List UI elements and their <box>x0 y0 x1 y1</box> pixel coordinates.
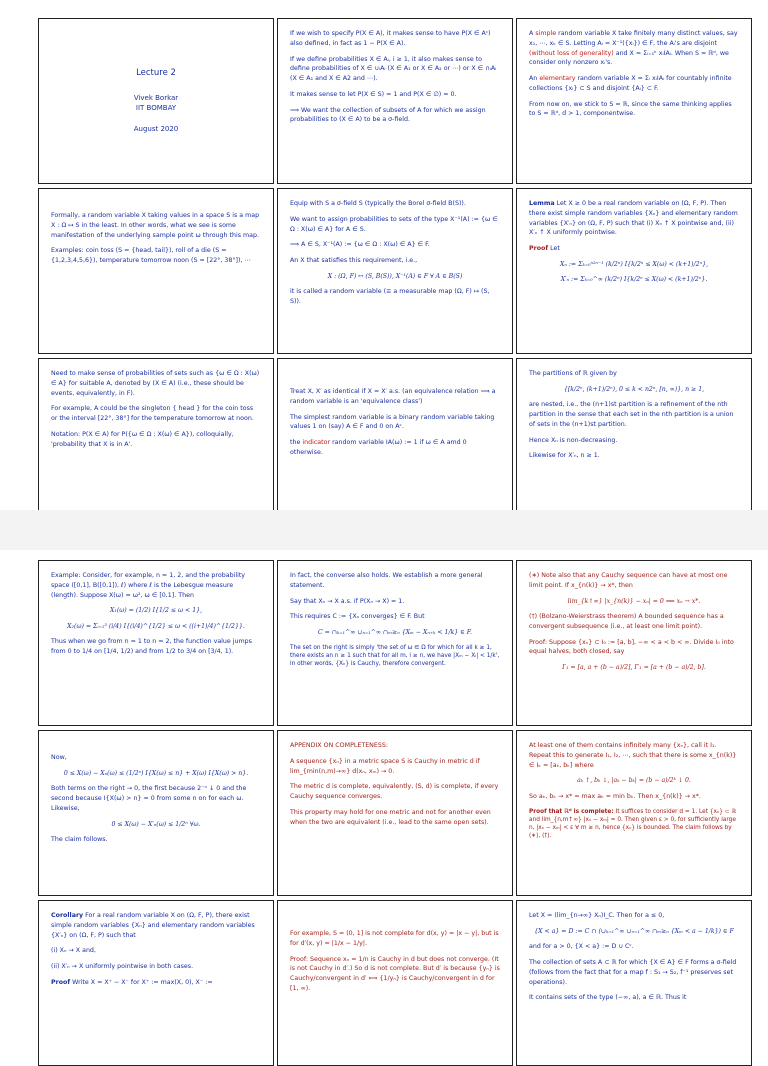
text: Equip with S a σ-field S (typically the Borel σ-field B(S)). <box>290 200 466 207</box>
slide-now <box>38 730 274 896</box>
slide-appendix <box>277 730 513 896</box>
slide-cauchy-limit <box>516 560 752 726</box>
text: This property may hold for one metric and not for another even when the two are equivalent (i.e., lead to the same open sets). <box>290 808 491 826</box>
text: An X that satisfies this requirement, i.e., <box>290 257 418 264</box>
text: (∗) Note also that any Cauchy sequence can have at most one limit point. If x_{n(k)} → x*, then <box>529 572 728 589</box>
text: Both terms on the right → 0, the first because 2⁻ⁿ ↓ 0 and the second because I{X(ω) > n} = 0 from some n on for each ω. Likewise, <box>51 785 247 812</box>
text: We want to assign probabilities to sets of the type X⁻¹(A) := {ω ∈ Ω : X(ω) ∈ A} for A ∈ S. <box>290 215 498 233</box>
text <box>51 978 261 988</box>
text: Treat X, X′ as identical if X = X′ a.s. (an equivalence relation ⟹ a random variable is an 'equivalence class') <box>290 388 496 405</box>
text: It makes sense to let P(X ∈ S) = 1 and P(X ∈ ∅) = 0. <box>290 90 457 98</box>
text: An <box>529 75 540 82</box>
author-name: Vivek Borkar <box>133 93 179 102</box>
formula: {[k/2ⁿ, (k+1)/2ⁿ), 0 ≤ k < n2ⁿ, [n, ∞)}, n ≥ 1, <box>563 385 705 393</box>
text: It suffices to consider d = 1. Let {xₙ} ⊂ ℝ and lim_{n,m↑∞} |xₙ − xₘ| = 0. Then given ε > 0, for sufficiently large n, |xₙ − xₘ| < ε ∀ m ≥ n, hence {xₙ} is bounded. The claim follows by (∗), (†). <box>529 808 737 839</box>
text: Thus when we go from n = 1 to n = 2, the function value jumps from 0 to 1/4 on [1/4, 1/2) and from 1/2 to 3/4 on [3/4, 1). <box>51 638 252 656</box>
text: Notation: P(X ∈ A) for P({ω ∈ Ω : X(ω) ∈ A}), colloquially, 'probability that X is in A'. <box>51 430 234 448</box>
lecture-title: Lecture 2 <box>136 68 176 79</box>
page-gap <box>0 510 768 550</box>
text: A <box>529 30 536 37</box>
text: At least one of them contains infinitely many {xₙ}, call it I₁. Repeat this to generate I₁, I₂, ⋯, such that there is some x_{n(k)} ∈ Iₖ = [aₖ, bₖ] where <box>529 742 737 769</box>
text: (i) Xₙ → X and, <box>51 947 96 955</box>
text: For example, A could be the singleton { head } for the coin toss or the interval [22°, 38°] for the temperature tomorrow at noon. <box>51 405 254 422</box>
text: This requires C := {Xₙ converges} ∈ F. But <box>290 613 425 621</box>
slide-bolzano-proof <box>516 730 752 896</box>
text: are nested, i.e., the (n+1)st partition is a refinement of the nth partition in the sense that each set in the nth partition is a union of sets in the (n+1)st partition. <box>529 401 734 428</box>
slide-measurable-map <box>277 188 513 354</box>
proof-label: Proof <box>529 245 549 252</box>
text: it is called a random variable (≡ a measurable map (Ω, F) ↦ (S, S)). <box>290 288 490 306</box>
text <box>529 74 739 94</box>
slide-random-variable-definition <box>38 188 274 354</box>
formula: X₂(ω) = Σᵢ₌₁³ (i/4) I{(i/4)^{1/2} ≤ ω < ((i+1)/4)^{1/2}}. <box>67 622 245 630</box>
corollary-label: Corollary <box>51 912 84 919</box>
formula: 0 ≤ X(ω) − X′ₙ(ω) ≤ 1/2ⁿ ∀ω. <box>111 820 201 828</box>
highlight-term: indicator <box>302 439 331 446</box>
slide-corollary <box>38 900 274 1066</box>
text: The metric d is complete, equivalently, (S, d) is complete, if every Cauchy sequence converges. <box>290 783 499 800</box>
text <box>290 438 500 458</box>
text: The partitions of ℝ given by <box>529 370 617 377</box>
slide-limit-measurable <box>516 900 752 1066</box>
slide-example <box>38 560 274 726</box>
slide-events <box>38 358 274 524</box>
text: From now on, we stick to S = ℝ, since the same thinking applies to S = ℝᵈ, d > 1, componentwise. <box>529 100 732 118</box>
formula: lim_{k↑∞} |x_{n(k)} − xₙ| = 0 ⟹ xₙ → x*. <box>567 597 701 605</box>
formula: C = ∩ₖ₌₁^∞ ∪ₙ₌₁^∞ ∩ₘ≥ₙ {Xₘ − Xₙ₊ₖ < 1/k} ∈ F. <box>317 629 473 636</box>
text: So aₖ, bₖ → x* = max aₖ = min bₖ. Then x_{n(k)} → x*. <box>529 792 701 800</box>
slide-sigma-field-motivation <box>277 18 513 184</box>
text: Let X = (lim_{n→∞} Xₙ)I_C. Then for a ≤ 0, <box>529 912 665 919</box>
text: For example, S = (0, 1] is not complete for d(x, y) = |x − y|, but is for d′(x, y) = |1/x − 1/y|. <box>290 930 499 947</box>
text: Let <box>548 245 560 252</box>
highlight-term: simple <box>535 30 557 37</box>
formula: X : (Ω, F) ↦ (S, B(S)), X⁻¹(A) ∈ F ∀ A ∈ B(S) <box>327 272 463 280</box>
text <box>51 911 261 940</box>
formula: 0 ≤ X(ω) − Xₙ(ω) ≤ (1/2ⁿ) I{X(ω) ≤ n} + X(ω) I{X(ω) > n}. <box>63 769 249 777</box>
slide-title <box>38 18 274 184</box>
text: Say that Xₙ → X a.s. if P(Xₙ → X) = 1. <box>290 597 405 605</box>
formula: X₁(ω) = (1/2) I{1/2 ≤ ω < 1}, <box>109 607 203 615</box>
text: (†) (Bolzano-Weierstrass theorem) A bounded sequence has a convergent subsequence (i.e., at least one limit point). <box>529 613 724 630</box>
text: A sequence {xₙ} in a metric space S is Cauchy in metric d if lim_{min(n,m)→∞} d(xₙ, xₘ) → 0. <box>290 757 480 775</box>
formula: X′ₙ := Σₖ₌₀^∞ (k/2ⁿ) I{k/2ⁿ ≤ X(ω) < (k+1)/2ⁿ}. <box>560 276 708 284</box>
text: The set on the right is simply 'the set of ω ∈ Ω for which for all k ≥ 1, there exists an n ≥ 1 such that for all m, i ≥ n, we have |Xₘ − Xᵢ| < 1/k', in other words, {Xₙ} is Cauchy, therefore convergent. <box>290 644 500 667</box>
author-block <box>134 93 178 114</box>
text: Hence Xₙ is non-decreasing. <box>529 436 618 444</box>
slide-lemma <box>516 188 752 354</box>
text: Proof: Sequence xₙ = 1/n is Cauchy in d but does not converge. (It is not Cauchy in d′.) So d is not complete. But d′ is because {yₙ} is Cauchy/convergent in d′ ⟺ {1/yₙ} is Cauchy/convergent in d for [1, ∞). <box>290 955 500 992</box>
highlight-note: (without loss of generality) <box>529 49 614 57</box>
slide-partitions <box>516 358 752 524</box>
text: If we wish to specify P(X ∈ A), it makes sense to have P(X ∈ Aᶜ) also defined, in fact as 1 − P(X ∈ A). <box>290 30 491 47</box>
text: ⟹ We want the collection of subsets of A for which we assign probabilities to (X ∈ A) to be a σ-field. <box>290 106 486 124</box>
text: If we define probabilities X ∈ Aᵢ, i ≥ 1, it also makes sense to define probabilities of X ∈ ∪ᵢAᵢ (X ∈ A₁ or X ∈ A₂ or ⋯) or X ∈ ∩ᵢAᵢ (X ∈ A₁ and X ∈ A2 and ⋯). <box>290 55 497 82</box>
text: the <box>290 439 303 446</box>
formula: I′₁ = [a, a + (b − a)/2], I″₁ = [a + (b − a)/2, b]. <box>562 664 706 672</box>
text: Formally, a random variable X taking values in a space S is a map X : Ω ↦ S in the least. In other words, what we see is some manifestation of the underlying sample point ω through this map. <box>51 212 260 239</box>
text: random variable X take finitely many distinct values, say x₁, ⋯, xₖ ∈ S. Letting Aᵢ = X⁻¹({xᵢ}) ∈ F, the Aᵢ's are disjoint <box>529 30 738 47</box>
text: Now, <box>51 754 67 761</box>
text: ⟹ A ∈ S, X⁻¹(A) := {ω ∈ Ω : X(ω) ∈ A} ∈ F. <box>290 241 430 249</box>
text: Proof: Suppose {xₙ} ⊂ I₀ := [a, b], −∞ < a < b < ∞. Divide I₀ into equal halves, both closed, say <box>529 638 734 656</box>
lemma-label: Lemma <box>529 200 555 207</box>
text: Example: Consider, for example, n = 1, 2, and the probability space ([0,1], B([0,1]), ℓ) where ℓ is the Lebesgue measure (length). Suppose X(ω) = ω², ω ∈ [0,1]. Then <box>51 572 246 599</box>
proof-label: Proof that ℝᵈ is complete: <box>529 808 614 815</box>
slide-converse <box>277 560 513 726</box>
appendix-heading: APPENDIX ON COMPLETENESS: <box>290 742 388 749</box>
sheet-2 <box>0 550 768 1060</box>
text: The simplest random variable is a binary random variable taking values 1 on (say) A ∈ F and 0 on Aᶜ. <box>290 413 495 431</box>
slide-indicator <box>277 358 513 524</box>
text: The collection of sets A ⊂ ℝ for which {X ∈ A} ∈ F forms a σ-field (follows from the fact that for a map f : S₁ → S₂, f⁻¹ preserves set operations). <box>529 959 737 986</box>
text: It contains sets of the type (−∞, a), a ∈ ℝ. Thus it <box>529 994 687 1002</box>
lecture-date: August 2020 <box>133 124 179 133</box>
text: and for a > 0, {X < a} := D ∪ Cᶜ. <box>529 943 634 951</box>
text: Need to make sense of probabilities of sets such as {ω ∈ Ω : X(ω) ∈ A} for suitable A, denoted by (X ∈ A) (i.e., these should be events, equivalently, in F). <box>51 370 260 397</box>
text: random variable X = Σᵢ xᵢIAᵢ for countably infinite collections {xᵢ} ⊂ S and disjoint {Aᵢ} ⊂ F. <box>529 75 732 92</box>
formula: Xₙ := Σₖ₌₀ⁿ²ⁿ⁻¹ (k/2ⁿ) I{k/2ⁿ ≤ X(ω) < (k+1)/2ⁿ}, <box>559 260 709 268</box>
text: Examples: coin toss (S = {head, tail}), roll of a die (S = {1,2,3,4,5,6}), temperature tomorrow noon (S = [22°, 38°]), ⋯ <box>51 247 251 264</box>
text: In fact, the converse also holds. We establish a more general statement. <box>290 572 483 589</box>
sheet-1 <box>0 0 768 510</box>
text <box>529 244 739 254</box>
text <box>529 808 739 840</box>
highlight-term: elementary <box>539 75 576 82</box>
text: random variable IA(ω) := 1 if ω ∈ A amd 0 otherwise. <box>290 439 467 456</box>
text <box>529 29 739 68</box>
text: Write X = X⁺ − X⁻ for X⁺ := max(X, 0), X⁻ := <box>70 978 213 986</box>
formula: aₖ ↑, bₖ ↓, |aₖ − bₖ| = (b − a)/2ᵏ ↓ 0. <box>577 777 691 785</box>
formula: {X < a} = D := C ∩ (∪ₖ₌₁^∞ ∪ₙ₌₁^∞ ∩ₘ≥ₙ {Xₘ < a − 1/k}) ∈ F <box>534 927 734 935</box>
proof-label: Proof <box>51 978 71 986</box>
text: and X = Σᵢ₌₁ᵏ xᵢIAᵢ. When S = ℝᵈ, we consider only nonzero xᵢ's. <box>529 49 729 67</box>
slide-completeness-example <box>277 900 513 1066</box>
text: For a real random variable X on (Ω, F, P), there exist simple random variables {Xₙ} and elementary random variables {X′ₙ} on (Ω, F, P) such that <box>51 912 255 939</box>
text: (ii) X′ₙ → X uniformly pointwise in both cases. <box>51 963 194 970</box>
text <box>529 199 739 238</box>
text: Let X ≥ 0 be a real random variable on (Ω, F, P). Then there exist simple random variables {Xₙ} and elementary random variables {X′ₙ} on (Ω, F, P) such that (i) Xₙ ↑ X pointwise and, (ii) X′ₙ ↑ X uniformly pointwise. <box>529 200 738 237</box>
text: The claim follows. <box>51 836 108 844</box>
text: Likewise for X′ₙ, n ≥ 1. <box>529 452 600 460</box>
institution: IIT BOMBAY <box>135 104 177 113</box>
slide-simple-random-variable <box>516 18 752 184</box>
